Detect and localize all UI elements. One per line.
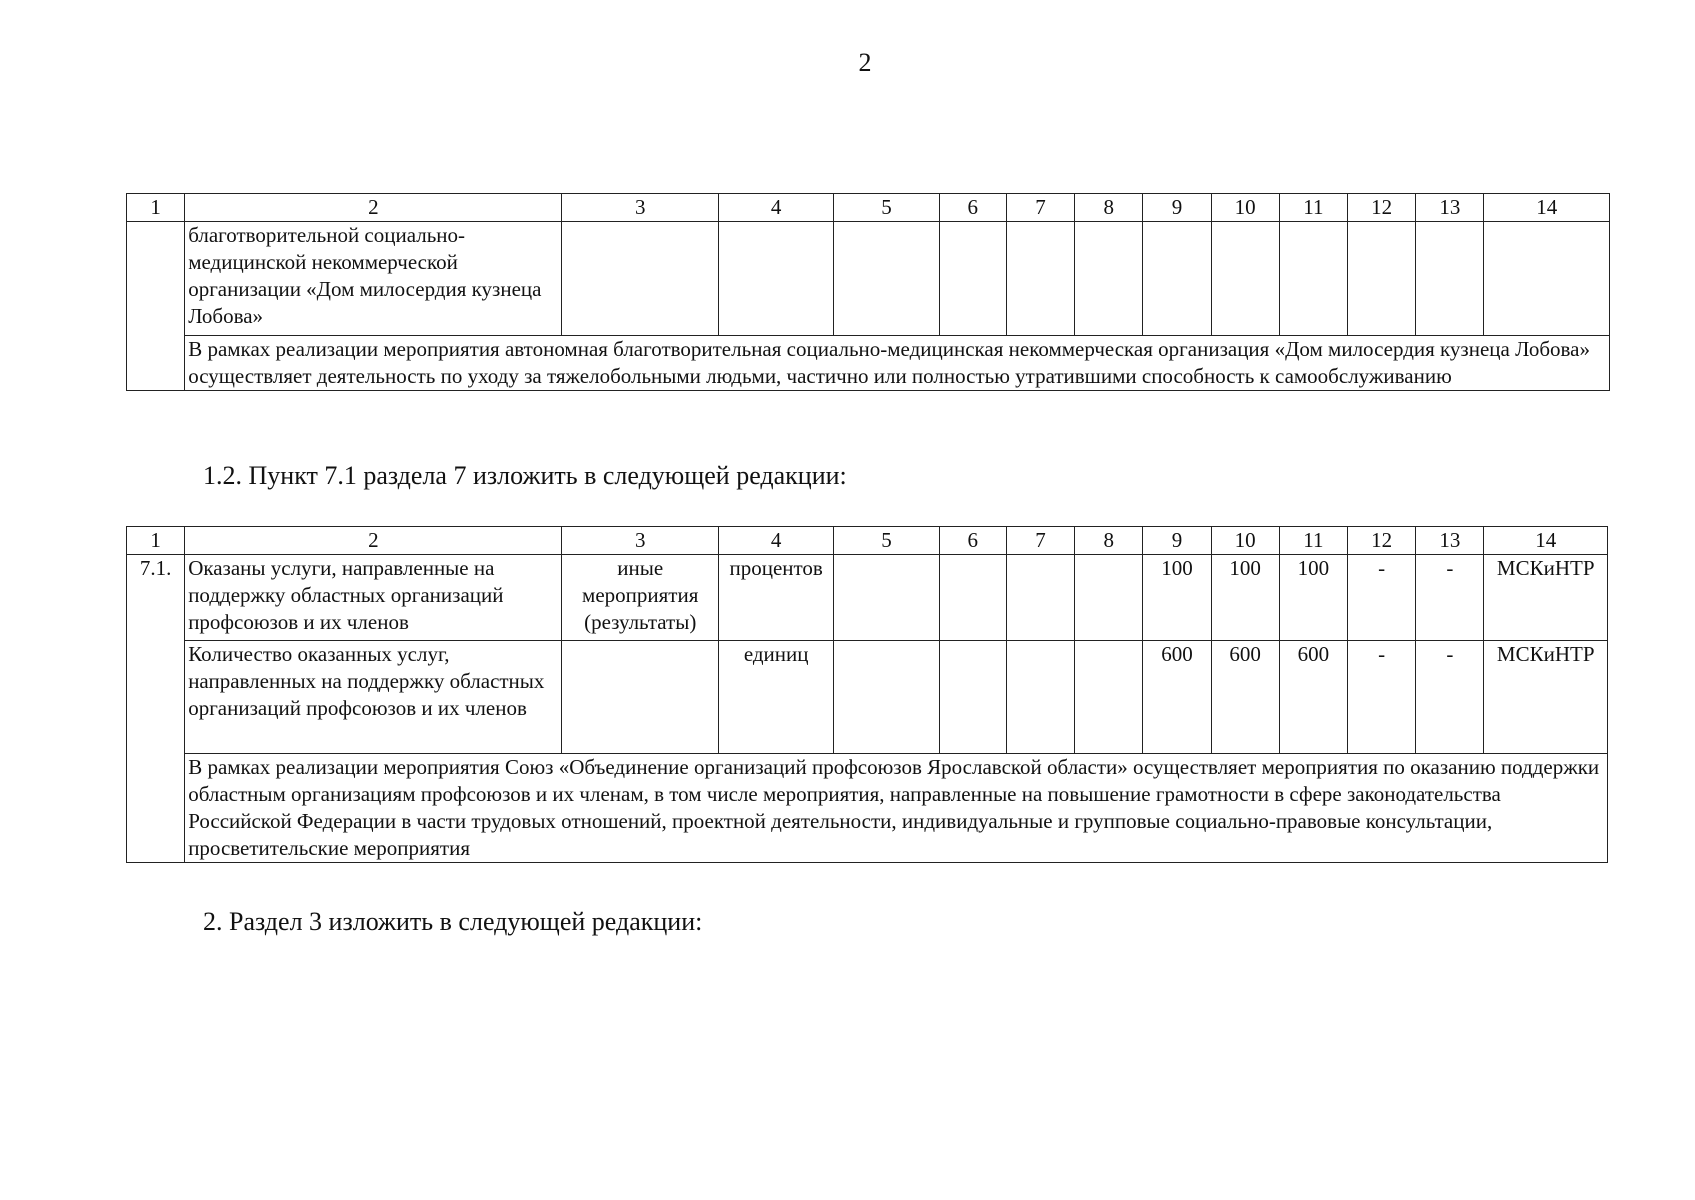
cell-value-11: 100	[1279, 555, 1347, 641]
col-num: 5	[834, 527, 939, 555]
cell-empty	[1211, 222, 1279, 336]
col-num: 13	[1416, 527, 1484, 555]
cell-empty	[1143, 222, 1211, 336]
cell-empty	[939, 641, 1006, 754]
col-num: 8	[1075, 527, 1143, 555]
table-row	[127, 641, 1608, 754]
column-number-row	[127, 194, 1610, 222]
page-number: 2	[858, 48, 872, 77]
col-num: 4	[718, 194, 833, 222]
col-num: 7	[1006, 527, 1074, 555]
instruction-paragraph: 1.2. Пункт 7.1 раздела 7 изложить в следующей редакции:	[203, 461, 847, 490]
cell-executor: МСКиНТР	[1484, 555, 1608, 641]
col-num: 10	[1211, 527, 1279, 555]
cell-value-9: 100	[1143, 555, 1211, 641]
note-text: В рамках реализации мероприятия Союз «Объединение организаций профсоюзов Ярославской области» осуществляет мероприятия по оказанию поддержки областным организациям профсоюзов и их членам, в том числе мероприятия, направленные на повышение грамотности в сфере законодательства Российской Федерации в части трудовых отношений, проектной деятельности, индивидуальные и групповые социально-правовые консультации, просветительские мероприятия	[185, 754, 1608, 863]
column-number-row	[127, 527, 1608, 555]
cell-empty	[1484, 222, 1610, 336]
col-num: 13	[1416, 194, 1484, 222]
table-row	[127, 222, 1610, 336]
cell-empty	[834, 222, 939, 336]
note-text: В рамках реализации мероприятия автономная благотворительная социально-медицинская некоммерческая организация «Дом милосердия кузнеца Лобова» осуществляет деятельность по уходу за тяжелобольными людьми, частично или полностью утратившими способность к самообслуживанию	[185, 336, 1610, 391]
cell-empty	[1006, 222, 1074, 336]
cell-unit: единиц	[718, 641, 833, 754]
cell-empty	[1279, 222, 1347, 336]
col-num: 2	[185, 527, 562, 555]
col-num: 12	[1348, 194, 1416, 222]
cell-empty	[834, 555, 939, 641]
col-num: 1	[127, 527, 185, 555]
col-num: 10	[1211, 194, 1279, 222]
note-row	[127, 754, 1608, 863]
cell-empty	[834, 641, 939, 754]
col-num: 6	[939, 194, 1006, 222]
cell-empty	[1075, 222, 1143, 336]
col-num: 5	[834, 194, 939, 222]
table-continuation	[126, 193, 1610, 391]
col-num: 12	[1348, 527, 1416, 555]
col-num: 3	[562, 527, 719, 555]
table-row	[127, 555, 1608, 641]
col-num: 11	[1279, 194, 1347, 222]
cell-empty	[562, 222, 719, 336]
cell-value-13: -	[1416, 641, 1484, 754]
col-num: 8	[1075, 194, 1143, 222]
cell-value-12: -	[1348, 555, 1416, 641]
cell-empty	[718, 222, 833, 336]
cell-empty	[127, 222, 185, 391]
cell-empty	[1416, 222, 1484, 336]
col-num: 3	[562, 194, 719, 222]
cell-unit: процентов	[718, 555, 833, 641]
col-num: 11	[1279, 527, 1347, 555]
cell-name: благотворительной социально-медицинской некоммерческой организации «Дом милосердия кузнеца Лобова»	[185, 222, 562, 336]
cell-empty	[1006, 641, 1074, 754]
cell-executor: МСКиНТР	[1484, 641, 1608, 754]
cell-name: Оказаны услуги, направленные на поддержку областных организаций профсоюзов и их членов	[185, 555, 562, 641]
cell-empty	[1075, 555, 1143, 641]
col-num: 7	[1006, 194, 1074, 222]
cell-value-13: -	[1416, 555, 1484, 641]
col-num: 9	[1143, 194, 1211, 222]
cell-type: иные мероприятия (результаты)	[562, 555, 719, 641]
col-num: 14	[1484, 194, 1610, 222]
col-num: 6	[939, 527, 1006, 555]
cell-empty	[1075, 641, 1143, 754]
cell-value-10: 600	[1211, 641, 1279, 754]
cell-name: Количество оказанных услуг, направленных на поддержку областных организаций профсоюзов и их членов	[185, 641, 562, 754]
cell-value-12: -	[1348, 641, 1416, 754]
cell-value-9: 600	[1143, 641, 1211, 754]
col-num: 1	[127, 194, 185, 222]
table-item-7-1	[126, 526, 1608, 863]
instruction-paragraph: 2. Раздел 3 изложить в следующей редакции:	[203, 907, 703, 936]
cell-empty	[1348, 222, 1416, 336]
cell-empty	[939, 555, 1006, 641]
cell-value-10: 100	[1211, 555, 1279, 641]
col-num: 14	[1484, 527, 1608, 555]
col-num: 2	[185, 194, 562, 222]
cell-empty	[562, 641, 719, 754]
cell-empty	[1006, 555, 1074, 641]
note-row	[127, 336, 1610, 391]
col-num: 4	[718, 527, 833, 555]
col-num: 9	[1143, 527, 1211, 555]
cell-value-11: 600	[1279, 641, 1347, 754]
item-number: 7.1.	[127, 555, 185, 863]
cell-empty	[939, 222, 1006, 336]
